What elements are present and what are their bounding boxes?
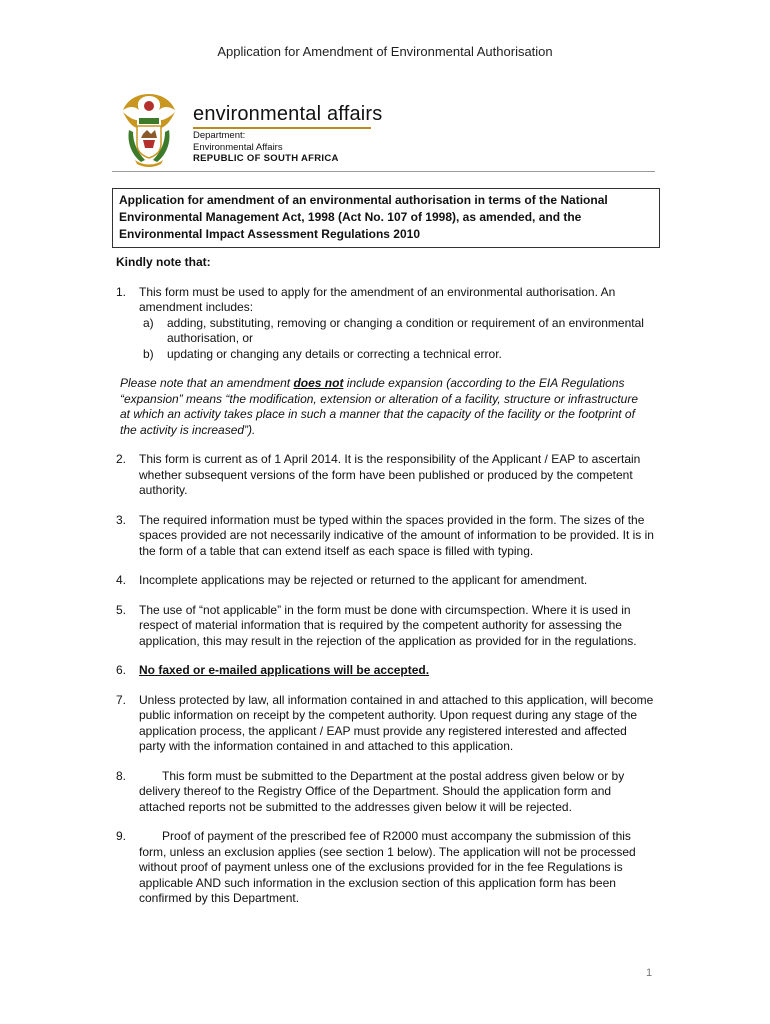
item-text: This form must be used to apply for the amendment of an environmental authorisation. An amendment includes: <box>139 284 616 314</box>
kindly-note-heading: Kindly note that: <box>116 255 211 269</box>
header-divider <box>112 171 655 172</box>
logo-underline <box>193 127 371 129</box>
sub-item-text: adding, substituting, removing or changing a condition or requirement of an environmental authorisation, or <box>167 315 644 345</box>
list-item-1 <box>116 285 656 363</box>
department-name: environmental affairs <box>193 103 383 125</box>
sub-item-b <box>139 347 656 363</box>
item-text: The use of “not applicable” in the form must be done with circumspection. Where it is used in respect of material information that is required by the competent authority for assessing the application, this may result in the rejection of the application as provided for in the regulations. <box>139 602 637 648</box>
list-item-9 <box>116 829 656 907</box>
sub-item-text: updating or changing any details or correcting a technical error. <box>167 346 502 361</box>
item-text: Incomplete applications may be rejected or returned to the applicant for amendment. <box>139 573 588 587</box>
item-number: 3. <box>116 512 127 527</box>
page-number: 1 <box>646 967 653 979</box>
list-item-3 <box>116 513 656 560</box>
note-text-after: include expansion (according to the EIA Regulations “expansion” means “the modification, extension or alteration of a facility, structure or infrastructure at which an activity takes place in such a manner that the capacity of the facility or the footprint of the activity is increased”). <box>120 376 639 437</box>
list-item-7 <box>116 693 656 755</box>
sub-item-a <box>139 316 656 347</box>
item-number: 4. <box>116 573 127 587</box>
list-item-4 <box>116 573 656 589</box>
department-label: Department: <box>193 130 246 141</box>
coat-of-arms-icon <box>117 90 181 168</box>
item-text: This form is current as of 1 April 2014. It is the responsibility of the Applicant / EAP to ascertain whether subsequent versions of the form have been published or produced by the competent authority. <box>139 452 641 497</box>
list-item-5 <box>116 603 656 650</box>
department-logo <box>117 90 657 170</box>
instructions-content <box>116 255 656 921</box>
expansion-note <box>120 376 656 438</box>
item-number: 6. <box>116 663 127 677</box>
sub-item-label: a) <box>143 315 154 330</box>
item-text: The required information must be typed within the spaces provided in the form. The sizes of the spaces provided are not necessarily indicative of the amount of information to be provided. It is in the form of a table that can extend itself as each space is filled with typing. <box>139 512 654 558</box>
item-text: This form must be submitted to the Department at the postal address given below or by delivery thereof to the Registry Office of the Department. Should the application form and attached reports not be submitted to the addresses given below it will be rejected. <box>139 768 625 814</box>
list-item-2 <box>116 452 656 499</box>
note-emphasis: does not <box>293 376 344 390</box>
sub-item-label: b) <box>143 346 154 361</box>
form-title-box: Application for amendment of an environmental authorisation in terms of the National Environmental Management Act, 1998 (Act No. 107 of 1998), as amended, and the Environmental Impact Assessment Regulations 2010 <box>112 188 660 248</box>
page-header: Application for Amendment of Environmental Authorisation <box>217 44 553 59</box>
note-text-before: Please note that an amendment <box>120 376 294 390</box>
department-subtitle <box>193 130 339 165</box>
republic-label: REPUBLIC OF SOUTH AFRICA <box>193 153 339 164</box>
item-number: 8. <box>116 768 127 783</box>
item-number: 9. <box>116 829 127 843</box>
department-subname: Environmental Affairs <box>193 141 283 153</box>
item-number: 7. <box>116 692 127 707</box>
item-number: 2. <box>116 452 127 466</box>
item-text: Unless protected by law, all information contained in and attached to this application, will become public information on receipt by the competent authority. Upon request during any stage of the application process, the applicant / EAP must provide any registered interested and affected party with the information contained in and attached to this application. <box>139 692 654 753</box>
item-number: 1. <box>116 284 127 299</box>
item-text: Proof of payment of the prescribed fee of R2000 must accompany the submission of this form, unless an exclusion applies (see section 1 below). The application will not be processed without proof of payment unless one of the exclusions provided for in the fee Regulations is applicable AND such information in the exclusion section of this application form has been confirmed by this Department. <box>139 829 636 905</box>
list-item-6 <box>116 663 656 679</box>
item-text-warning: No faxed or e-mailed applications will be accepted. <box>139 663 430 677</box>
item-number: 5. <box>116 602 127 617</box>
list-item-8 <box>116 769 656 816</box>
